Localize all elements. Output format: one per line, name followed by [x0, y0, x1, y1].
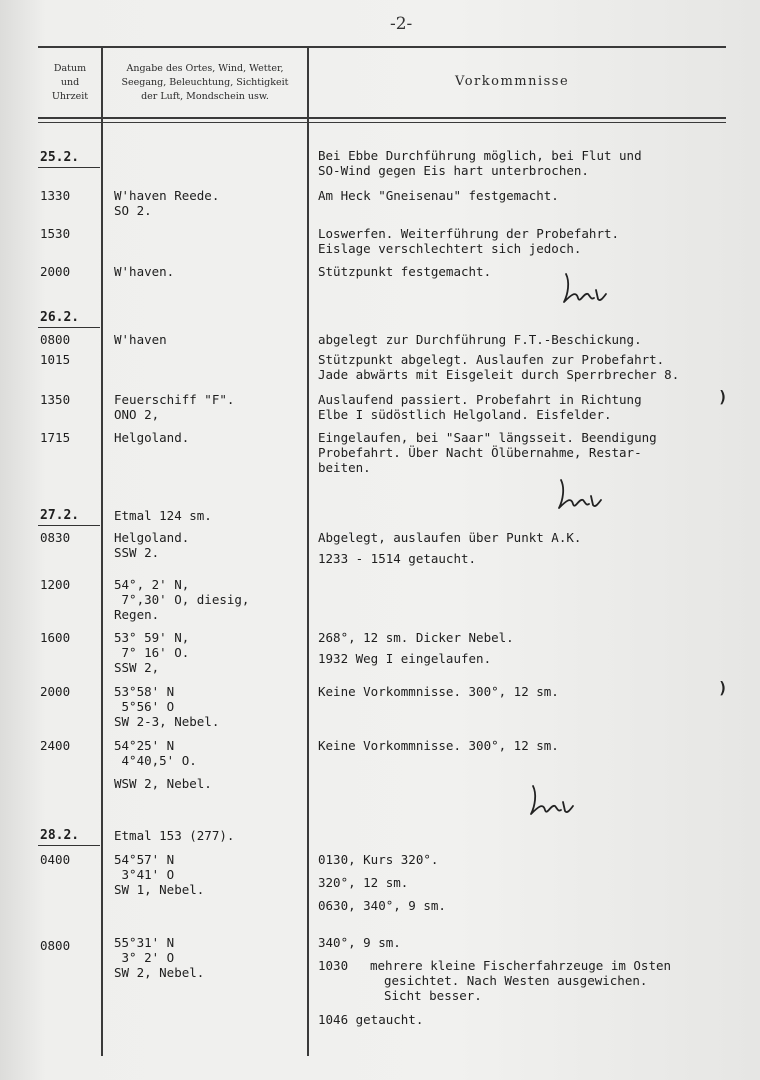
event-text: 0130, Kurs 320°. 320°, 12 sm. 0630, 340°, 9 sm. — [318, 852, 446, 913]
event-text: Bei Ebbe Durchführung möglich, bei Flut und SO-Wind gegen Eis hart unterbrochen. — [318, 148, 642, 178]
event-text: Loswerfen. Weiterführung der Probefahrt. Eislage verschlechtert sich jedoch. — [318, 226, 620, 256]
event-time: 1030 — [318, 958, 349, 973]
event-text: 340°, 9 sm. — [318, 935, 401, 950]
event-text: Eingelaufen, bei "Saar" längsseit. Beendigung Probefahrt. Über Nacht Ölübernahme, Restar- beiten. — [318, 430, 657, 475]
time: 0400 — [40, 852, 71, 867]
signature — [527, 780, 575, 820]
place-text: 54°25' N 4°40,5' O. WSW 2, Nebel. — [114, 738, 212, 791]
date-28-2: 28.2. — [40, 828, 80, 843]
time: 1330 — [40, 188, 71, 203]
time: 0800 — [40, 332, 71, 347]
event-text: 1046 getaucht. — [318, 1012, 424, 1027]
etmal: Etmal 124 sm. — [114, 508, 212, 523]
event-text: Stützpunkt festgemacht. — [318, 264, 492, 279]
moon-symbol: ) — [718, 678, 728, 697]
event-text: 268°, 12 sm. Dicker Nebel. 1932 Weg I eingelaufen. — [318, 630, 514, 666]
place-text: 53° 59' N, 7° 16' O. SSW 2, — [114, 630, 190, 675]
date-26-2: 26.2. — [40, 310, 80, 325]
time: 2000 — [40, 684, 71, 699]
date-27-2: 27.2. — [40, 508, 80, 523]
event-text: Keine Vorkommnisse. 300°, 12 sm. — [318, 738, 559, 753]
place-text: Feuerschiff "F". ONO 2, — [114, 392, 235, 422]
event-text: Keine Vorkommnisse. 300°, 12 sm. — [318, 684, 559, 699]
place-text: Helgoland. SSW 2. — [114, 530, 190, 560]
column-divider-2 — [307, 46, 309, 1056]
time: 0830 — [40, 530, 71, 545]
place-text: Helgoland. — [114, 430, 190, 445]
time: 2000 — [40, 264, 71, 279]
event-text: Abgelegt, auslaufen über Punkt A.K. 1233 - 1514 getaucht. — [318, 530, 582, 566]
date-25-2: 25.2. — [40, 150, 80, 165]
page-number: -2- — [390, 14, 413, 34]
time: 1200 — [40, 577, 71, 592]
date-underline — [38, 845, 100, 846]
event-text: Auslaufend passiert. Probefahrt in Richtung Elbe I südöstlich Helgoland. Eisfelder. — [318, 392, 642, 422]
event-text: Stützpunkt abgelegt. Auslaufen zur Probefahrt. Jade abwärts mit Eisgeleit durch Sperrbrecher 8. — [318, 352, 680, 382]
time: 2400 — [40, 738, 71, 753]
event-text: abgelegt zur Durchführung F.T.-Beschickung. — [318, 332, 642, 347]
place-text: W'haven. — [114, 264, 175, 279]
place-text: 54°, 2' N, 7°,30' O, diesig, Regen. — [114, 577, 250, 622]
place-text: W'haven Reede. SO 2. — [114, 188, 220, 218]
time: 1600 — [40, 630, 71, 645]
signature — [555, 474, 603, 514]
date-underline — [38, 167, 100, 168]
etmal: Etmal 153 (277). — [114, 828, 235, 843]
time: 1715 — [40, 430, 71, 445]
place-text: 54°57' N 3°41' O SW 1, Nebel. — [114, 852, 205, 897]
time: 0800 — [40, 938, 71, 953]
signature — [560, 268, 608, 308]
place-text: 55°31' N 3° 2' O SW 2, Nebel. — [114, 935, 205, 980]
header-date-time: Datum und Uhrzeit — [51, 63, 89, 102]
header-rule-thin — [38, 122, 726, 123]
date-underline — [38, 327, 100, 328]
header-location-weather: Angabe des Ortes, Wind, Wetter, Seegang, Beleuchtung, Sichtigkeit der Luft, Mondschein usw. — [121, 63, 289, 102]
event-text: Am Heck "Gneisenau" festgemacht. — [318, 188, 559, 203]
header-events: Vorkommnisse — [455, 74, 570, 89]
time: 1350 — [40, 392, 71, 407]
top-rule — [38, 46, 726, 48]
date-underline — [38, 525, 100, 526]
place-text: W'haven — [114, 332, 167, 347]
event-text: mehrere kleine Fischerfahrzeuge im Osten gesichtet. Nach Westen ausgewichen. Sicht besser. — [370, 958, 672, 1003]
time: 1530 — [40, 226, 71, 241]
place-text: 53°58' N 5°56' O SW 2-3, Nebel. — [114, 684, 220, 729]
header-rule — [38, 117, 726, 119]
column-divider-1 — [101, 46, 103, 1056]
moon-symbol: ) — [718, 387, 728, 406]
time: 1015 — [40, 352, 71, 367]
